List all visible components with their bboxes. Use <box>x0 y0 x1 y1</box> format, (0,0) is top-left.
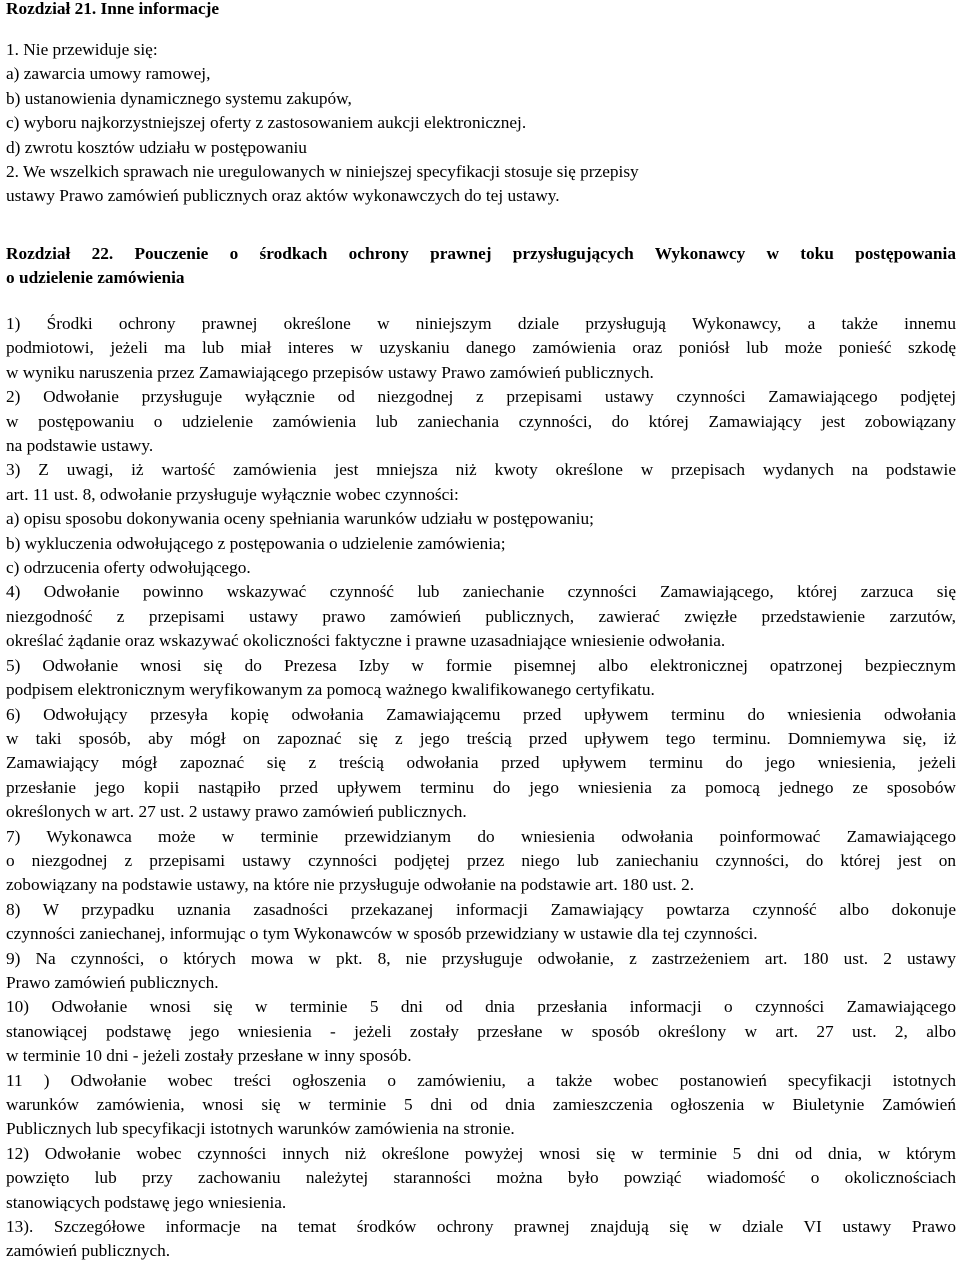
chapter-22-line: zamówień publicznych. <box>6 1241 171 1261</box>
chapter-22-line: określać żądanie oraz wskazywać okoliczności faktyczne i prawne uzasadniające wniesienie odwołania. <box>6 631 726 651</box>
chapter-22-line: w terminie 10 dni - jeżeli zostały przesłane w inny sposób. <box>6 1046 412 1066</box>
chapter-22-line: 4) Odwołanie powinno wskazywać czynność lub zaniechanie czynności Zamawiającego, której zarzuca się <box>6 582 956 602</box>
chapter-21-line: c) wyboru najkorzystniejszej oferty z zastosowaniem aukcji elektronicznej. <box>6 113 527 133</box>
chapter-22-line: zobowiązany na podstawie ustawy, na które nie przysługuje odwołanie na podstawie art. 180 ust. 2. <box>6 875 695 895</box>
chapter-21-line: a) zawarcia umowy ramowej, <box>6 64 211 84</box>
chapter-22-line: 11 ) Odwołanie wobec treści ogłoszenia o zamówieniu, a także wobec postanowień specyfikacji istotnych <box>6 1070 956 1090</box>
chapter-22-line: w postępowaniu o udzielenie zamówienia lub zaniechania czynności, do której Zamawiający jest zobowiązany <box>6 411 956 431</box>
chapter-22-line: 12) Odwołanie wobec czynności innych niż określone powyżej wnosi się w terminie 5 dni od dnia, w którym <box>6 1143 956 1163</box>
chapter-22-line: b) wykluczenia odwołującego z postępowania o udzielenie zamówienia; <box>6 533 506 553</box>
chapter-22-line: Publicznych lub specyfikacji istotnych warunków zamówienia na stronie. <box>6 1119 515 1139</box>
chapter-22-line: przesłanie jego kopii nastąpiło przed upływem terminu do jego wniesienia za pomocą jednego ze sposobów <box>6 777 956 797</box>
chapter-22-line: 10) Odwołanie wnosi się w terminie 5 dni od dnia przesłania informacji o czynności Zamawiającego <box>6 997 956 1017</box>
chapter-22-line: art. 11 ust. 8, odwołanie przysługuje wyłącznie wobec czynności: <box>6 484 459 504</box>
chapter-22-line: stanowiących podstawę jego wniesienia. <box>6 1192 287 1212</box>
chapter-22-line: 7) Wykonawca może w terminie przewidzianym do wniesienia odwołania poinformować Zamawiającego <box>6 826 956 846</box>
chapter-22-line: w wyniku naruszenia przez Zamawiającego przepisów ustawy Prawo zamówień publicznych. <box>6 362 654 382</box>
chapter-22-line: w taki sposób, aby mógł on zapoznać się z jego treścią przed upływem tego terminu. Domniemywa się, iż <box>6 728 956 748</box>
chapter-21-body <box>6 38 956 209</box>
chapter-21-heading: Rozdział 21. Inne informacje <box>6 0 220 18</box>
chapter-22-line: 2) Odwołanie przysługuje wyłącznie od niezgodnej z przepisami ustawy czynności Zamawiającego podjętej <box>6 387 956 407</box>
chapter-22-line: Zamawiający mógł zapoznać się z treścią odwołania przed upływem terminu do jego wniesienia, jeżeli <box>6 753 956 773</box>
chapter-22-line: czynności zaniechanej, informując o tym Wykonawców w sposób przewidziany w ustawie dla tej czynności. <box>6 924 758 944</box>
chapter-22-line: podpisem elektronicznym weryfikowanym za pomocą ważnego kwalifikowanego certyfikatu. <box>6 680 655 700</box>
chapter-22-line: o niezgodnej z przepisami ustawy czynności podjętej przez niego lub zaniechaniu czynności, do której jest on <box>6 850 956 870</box>
chapter-22-line: Prawo zamówień publicznych. <box>6 972 219 992</box>
chapter-22-line: 8) W przypadku uznania zasadności przekazanej informacji Zamawiający powtarza czynność albo dokonuje <box>6 899 956 919</box>
chapter-21-line: ustawy Prawo zamówień publicznych oraz aktów wykonawczych do tej ustawy. <box>6 186 560 206</box>
chapter-22-heading-line: Rozdział 22. Pouczenie o środkach ochrony prawnej przysługujących Wykonawcy w toku postępowania <box>6 244 956 263</box>
chapter-22-line: stanowiącej podstawę jego wniesienia - jeżeli zostały przesłane w sposób określony w art. 27 ust. 2, albo <box>6 1021 956 1041</box>
chapter-21-line: 1. Nie przewiduje się: <box>6 40 158 59</box>
chapter-22-line: 5) Odwołanie wnosi się do Prezesa Izby w formie pisemnej albo elektronicznej opatrzonej bezpiecznym <box>6 655 956 675</box>
chapter-22-heading <box>6 242 956 291</box>
chapter-22-line: powzięto lub przy zachowaniu należytej staranności można było powziąć wiadomość o okolicznościach <box>6 1168 956 1188</box>
chapter-22-line: 3) Z uwagi, iż wartość zamówienia jest mniejsza niż kwoty określone w przepisach wydanych na podstawie <box>6 460 956 480</box>
chapter-21-line: b) ustanowienia dynamicznego systemu zakupów, <box>6 88 352 108</box>
chapter-22-line: niezgodność z przepisami ustawy prawo zamówień publicznych, zawierać zwięzłe przedstawienie zarzutów, <box>6 606 956 626</box>
chapter-22-line: podmiotowi, jeżeli ma lub miał interes w uzyskaniu danego zamówienia oraz poniósł lub może ponieść szkodę <box>6 338 956 358</box>
chapter-22-line: 9) Na czynności, o których mowa w pkt. 8, nie przysługuje odwołanie, z zastrzeżeniem art. 180 ust. 2 ustawy <box>6 948 956 968</box>
chapter-21-line: 2. We wszelkich sprawach nie uregulowanych w niniejszej specyfikacji stosuje się przepisy <box>6 162 639 182</box>
chapter-22-line: na podstawie ustawy. <box>6 436 154 456</box>
chapter-22-line: a) opisu sposobu dokonywania oceny spełniania warunków udziału w postępowaniu; <box>6 509 594 529</box>
chapter-22-body <box>6 312 956 1264</box>
chapter-22-line: warunków zamówienia, wnosi się w terminie 5 dni od dnia zamieszczenia ogłoszenia w Biuletynie Zamówień <box>6 1095 956 1114</box>
chapter-22-line: c) odrzucenia oferty odwołującego. <box>6 558 251 578</box>
chapter-22-line: 13). Szczegółowe informacje na temat środków ochrony prawnej znajdują się w dziale VI ustawy Prawo <box>6 1217 956 1237</box>
chapter-21-line: d) zwrotu kosztów udziału w postępowaniu <box>6 137 307 157</box>
chapter-22-line: 6) Odwołujący przesyła kopię odwołania Zamawiającemu przed upływem terminu do wniesienia odwołania <box>6 704 956 724</box>
chapter-22-heading-line: o udzielenie zamówienia <box>6 268 185 288</box>
chapter-22-line: 1) Środki ochrony prawnej określone w niniejszym dziale przysługują Wykonawcy, a także innemu <box>6 314 956 333</box>
chapter-22-line: określonych w art. 27 ust. 2 ustawy prawo zamówień publicznych. <box>6 802 467 822</box>
